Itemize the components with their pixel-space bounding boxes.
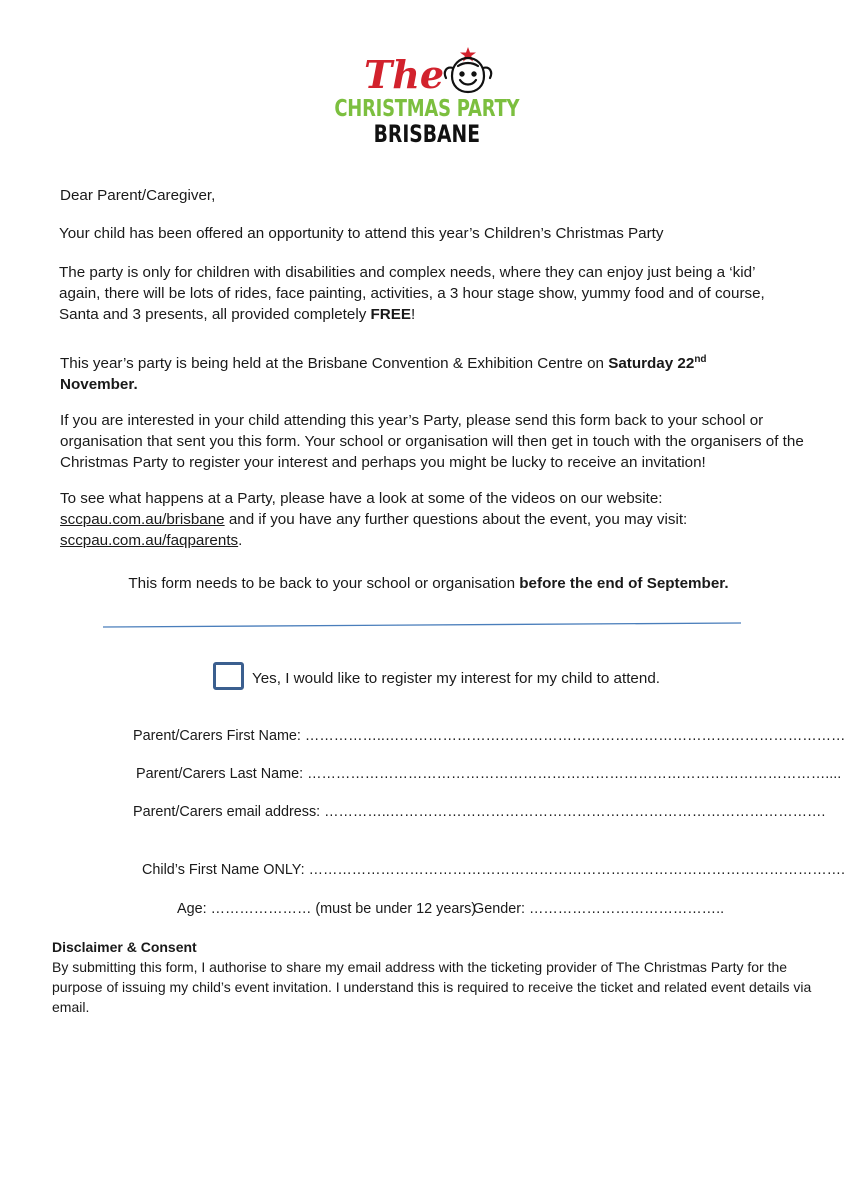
deadline-notice: This form needs to be back to your school or organisation before the end of September. [128, 575, 729, 592]
paragraph-party-details: The party is only for children with disabilities and complex needs, where they can enjoy just being a ‘kid’ again, there will be lots of rides, face painting, activities, a 3 hour stage show, yummy food and of course, Santa and 3 presents, all provided completely FREE! [59, 264, 765, 323]
paragraph-venue-date: This year’s party is being held at the Brisbane Convention & Exhibition Centre on Saturday 22nd November. [60, 354, 707, 394]
link-faq-parents[interactable]: sccpau.com.au/faqparents [60, 532, 239, 549]
child-first-name-field[interactable]: Child’s First Name ONLY: …………………………………………………………………………………………………. [142, 862, 846, 878]
child-age-field[interactable]: Age: ………………… (must be under 12 years) [177, 901, 477, 917]
paragraph-interest-instructions: If you are interested in your child attending this year’s Party, please send this form back to your school or organisation that sent you this form. Your school or organisation will then get in touch with the organisers of the Christmas Party to register your interest and perhaps you might be lucky to receive an invitation! [60, 412, 804, 471]
paragraph-offer: Your child has been offered an opportunity to attend this year’s Children’s Christmas Party [59, 225, 664, 242]
greeting: Dear Parent/Caregiver, [60, 187, 216, 204]
parent-last-name-field[interactable]: Parent/Carers Last Name: ……………………………………………………………………………………………….... [136, 766, 842, 782]
section-divider [0, 616, 849, 636]
child-face-icon [445, 58, 491, 92]
event-month: November. [60, 376, 138, 394]
christmas-party-logo [0, 44, 849, 154]
child-gender-field[interactable]: Gender: ………………………………….. [473, 901, 725, 917]
logo-christmas-party-text: CHRISTMAS PARTY [334, 96, 520, 122]
event-day: Saturday 22nd [608, 354, 707, 373]
link-brisbane[interactable]: sccpau.com.au/brisbane [60, 511, 225, 528]
deadline-emphasis: before the end of September. [519, 575, 729, 592]
disclaimer-title: Disclaimer & Consent [52, 939, 197, 955]
parent-first-name-field[interactable]: Parent/Carers First Name: ……………..…………………………………………………………………………………… [133, 728, 846, 744]
logo-brisbane-text: BRISBANE [373, 120, 480, 148]
parent-email-field[interactable]: Parent/Carers email address: …………..………………………………………………………………………………. [133, 804, 826, 820]
logo-graphic [358, 44, 518, 104]
paragraph-website-info: To see what happens at a Party, please have a look at some of the videos on our website: sccpau.com.au/brisbane and if you have any further questions about the event, you may visit: sccpau.com.au/faqparents. [60, 490, 688, 549]
register-interest-checkbox[interactable] [213, 662, 244, 690]
disclaimer-text: By submitting this form, I authorise to share my email address with the ticketing provider of The Christmas Party for the purpose of issuing my child’s event invitation. I understand this is required to receive the ticket and related event details via email. [52, 959, 812, 1015]
logo-the-text: The [364, 52, 445, 97]
register-interest-label: Yes, I would like to register my interest for my child to attend. [252, 670, 660, 687]
free-emphasis: FREE [370, 306, 412, 323]
